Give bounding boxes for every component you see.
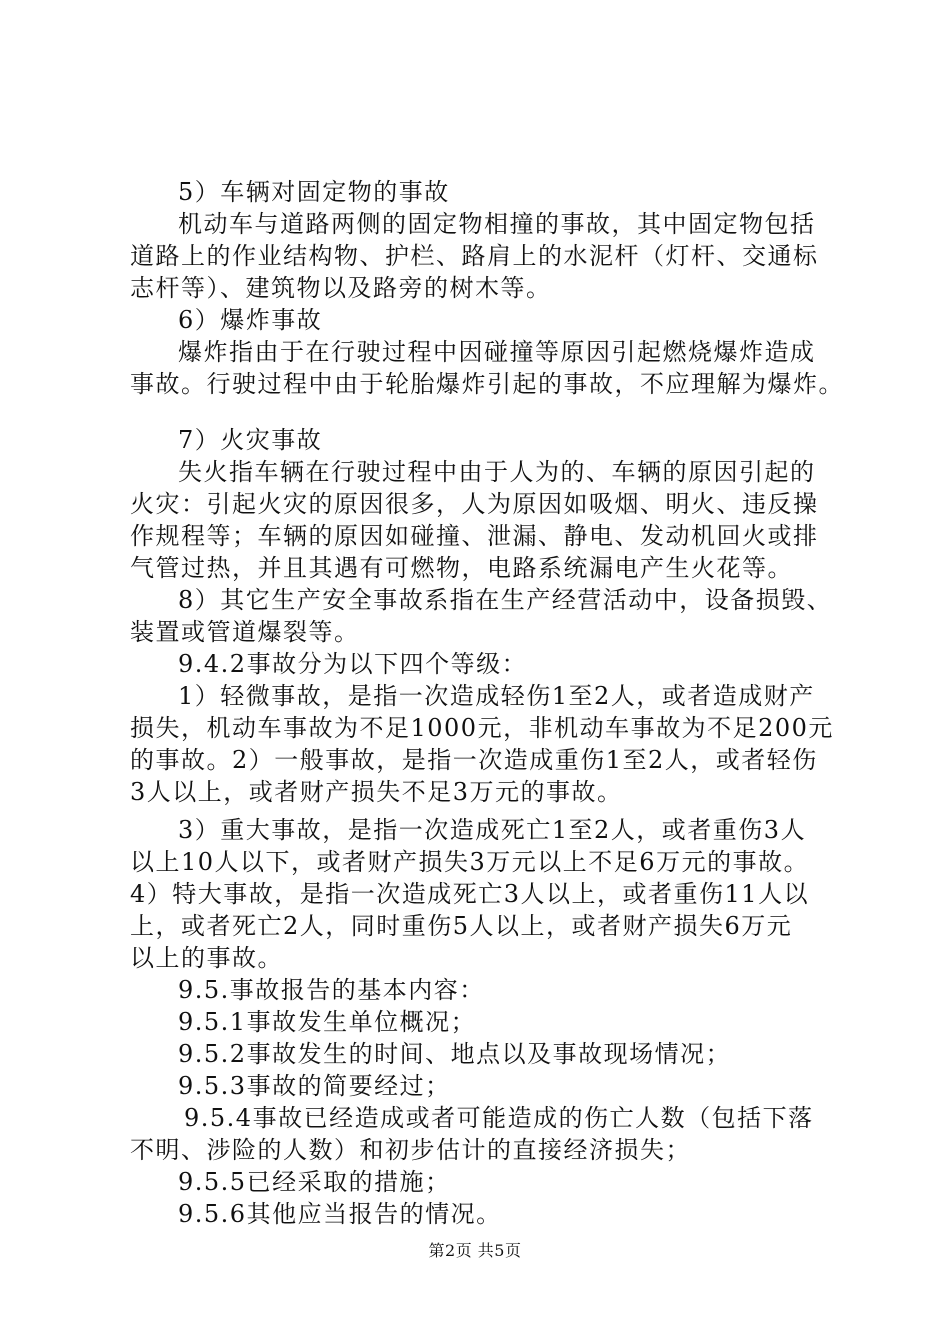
paragraph-line: 作规程等；车辆的原因如碰撞、泄漏、静电、发动机回火或排 (130, 522, 819, 550)
paragraph-line: 4）特大事故，是指一次造成死亡3人以上，或者重伤11人以 (130, 880, 810, 908)
paragraph-line: 火灾：引起火灾的原因很多，人为原因如吸烟、明火、违反操 (130, 490, 819, 518)
paragraph-line: 道路上的作业结构物、护栏、路肩上的水泥杆（灯杆、交通标 (130, 242, 819, 270)
list-item: 9.5.6其他应当报告的情况。 (178, 1200, 502, 1228)
paragraph-line: 爆炸指由于在行驶过程中因碰撞等原因引起燃烧爆炸造成 (178, 338, 816, 366)
section-heading-accident-levels: 9.4.2事故分为以下四个等级： (178, 650, 528, 678)
list-item: 9.5.2事故发生的时间、地点以及事故现场情况； (178, 1040, 732, 1068)
paragraph-line: 1）轻微事故，是指一次造成轻伤1至2人，或者造成财产 (178, 682, 815, 710)
heading-explosion-accident: 6）爆炸事故 (178, 306, 323, 334)
paragraph-line: 以上10人以下，或者财产损失3万元以上不足6万元的事故。 (130, 848, 810, 876)
heading-fixed-object-accident: 5）车辆对固定物的事故 (178, 178, 450, 206)
heading-fire-accident: 7）火灾事故 (178, 426, 323, 454)
paragraph-line: 3人以上，或者财产损失不足3万元的事故。 (130, 778, 623, 806)
list-item-continuation: 不明、涉险的人数）和初步估计的直接经济损失； (130, 1136, 691, 1164)
list-item: 9.5.1事故发生单位概况； (178, 1008, 477, 1036)
paragraph-line: 的事故。2）一般事故，是指一次造成重伤1至2人，或者轻伤 (130, 746, 818, 774)
paragraph-line: 3）重大事故，是指一次造成死亡1至2人，或者重伤3人 (178, 816, 807, 844)
paragraph-line: 损失，机动车事故为不足1000元，非机动车事故为不足200元 (130, 714, 834, 742)
paragraph-line: 事故。行驶过程中由于轮胎爆炸引起的事故，不应理解为爆炸。 (130, 370, 844, 398)
paragraph-line: 志杆等）、建筑物以及路旁的树木等。 (130, 274, 552, 302)
paragraph-line: 装置或管道爆裂等。 (130, 618, 360, 646)
list-item: 9.5.4事故已经造成或者可能造成的伤亡人数（包括下落 (184, 1104, 814, 1132)
paragraph-line: 失火指车辆在行驶过程中由于人为的、车辆的原因引起的 (178, 458, 816, 486)
paragraph-line: 上，或者死亡2人，同时重伤5人以上，或者财产损失6万元 (130, 912, 793, 940)
paragraph-line: 机动车与道路两侧的固定物相撞的事故，其中固定物包括 (178, 210, 816, 238)
section-heading-report-contents: 9.5.事故报告的基本内容： (178, 976, 485, 1004)
list-item: 9.5.5已经采取的措施； (178, 1168, 451, 1196)
page-number-footer: 第2页 共5页 (428, 1241, 522, 1260)
list-item: 9.5.3事故的简要经过； (178, 1072, 451, 1100)
paragraph-line: 以上的事故。 (130, 944, 283, 972)
paragraph-line: 8）其它生产安全事故系指在生产经营活动中，设备损毁、 (178, 586, 833, 614)
paragraph-line: 气管过热，并且其遇有可燃物，电路系统漏电产生火花等。 (130, 554, 793, 582)
